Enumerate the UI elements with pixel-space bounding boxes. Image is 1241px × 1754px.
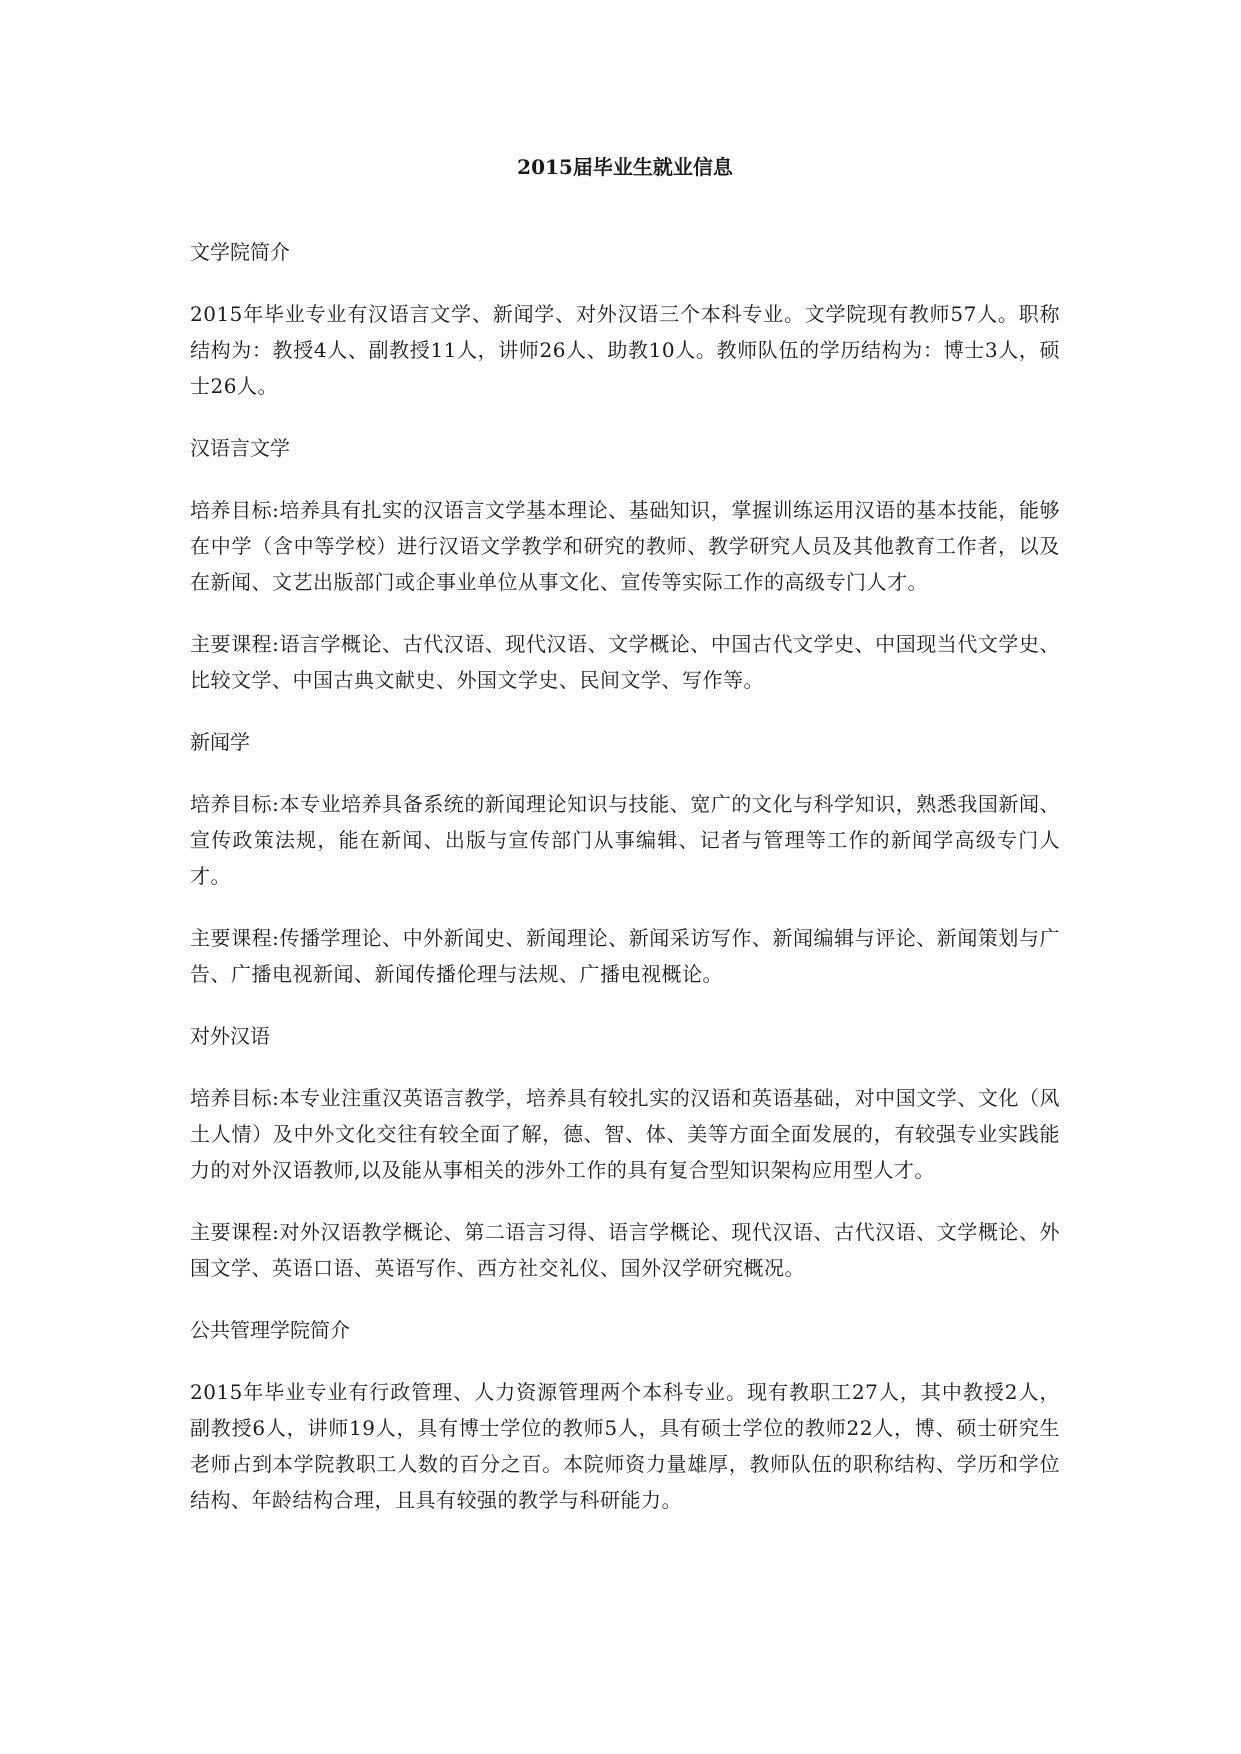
section-heading-public-administration: 公共管理学院简介	[190, 1318, 350, 1342]
section-heading-college-of-literature: 文学院简介	[190, 240, 290, 264]
paragraph-chinese-training-goal: 培养目标:培养具有扎实的汉语言文学基本理论、基础知识，掌握训练运用汉语的基本技能，能够在中学（含中等学校）进行汉语文学教学和研究的教师、教学研究人员及其他教育工作者，以及在新闻、文艺出版部门或企事业单位从事文化、宣传等实际工作的高级专门人才。	[190, 498, 1060, 594]
document-page	[190, 150, 1060, 1544]
paragraph-tcfl-training-goal: 培养目标:本专业注重汉英语言教学，培养具有较扎实的汉语和英语基础，对中国文学、文化（风土人情）及中外文化交往有较全面了解，德、智、体、美等方面全面发展的，有较强专业实践能力的对外汉语教师,以及能从事相关的涉外工作的具有复合型知识架构应用型人才。	[190, 1086, 1060, 1182]
section-heading-journalism: 新闻学	[190, 730, 250, 754]
paragraph-chinese-main-courses: 主要课程:语言学概论、古代汉语、现代汉语、文学概论、中国古代文学史、中国现当代文学史、比较文学、中国古典文献史、外国文学史、民间文学、写作等。	[190, 632, 1060, 692]
paragraph-literature-overview: 2015年毕业专业有汉语言文学、新闻学、对外汉语三个本科专业。文学院现有教师57人。职称结构为：教授4人、副教授11人，讲师26人、助教10人。教师队伍的学历结构为：博士3人，硕士26人。	[190, 302, 1060, 398]
document-title: 2015届毕业生就业信息	[517, 155, 733, 179]
paragraph-journalism-main-courses: 主要课程:传播学理论、中外新闻史、新闻理论、新闻采访写作、新闻编辑与评论、新闻策划与广告、广播电视新闻、新闻传播伦理与法规、广播电视概论。	[190, 926, 1060, 986]
section-heading-chinese-as-foreign-language: 对外汉语	[190, 1024, 270, 1048]
paragraph-tcfl-main-courses: 主要课程:对外汉语教学概论、第二语言习得、语言学概论、现代汉语、古代汉语、文学概论、外国文学、英语口语、英语写作、西方社交礼仪、国外汉学研究概况。	[190, 1220, 1060, 1280]
paragraph-public-administration-overview: 2015年毕业专业有行政管理、人力资源管理两个本科专业。现有教职工27人，其中教授2人，副教授6人，讲师19人，具有博士学位的教师5人，具有硕士学位的教师22人，博、硕士研究生老师占到本学院教职工人数的百分之百。本院师资力量雄厚，教师队伍的职称结构、学历和学位结构、年龄结构合理，且具有较强的教学与科研能力。	[190, 1380, 1060, 1512]
paragraph-journalism-training-goal: 培养目标:本专业培养具备系统的新闻理论知识与技能、宽广的文化与科学知识，熟悉我国新闻、宣传政策法规，能在新闻、出版与宣传部门从事编辑、记者与管理等工作的新闻学高级专门人才。	[190, 792, 1060, 888]
section-heading-chinese-language-literature: 汉语言文学	[190, 436, 290, 460]
